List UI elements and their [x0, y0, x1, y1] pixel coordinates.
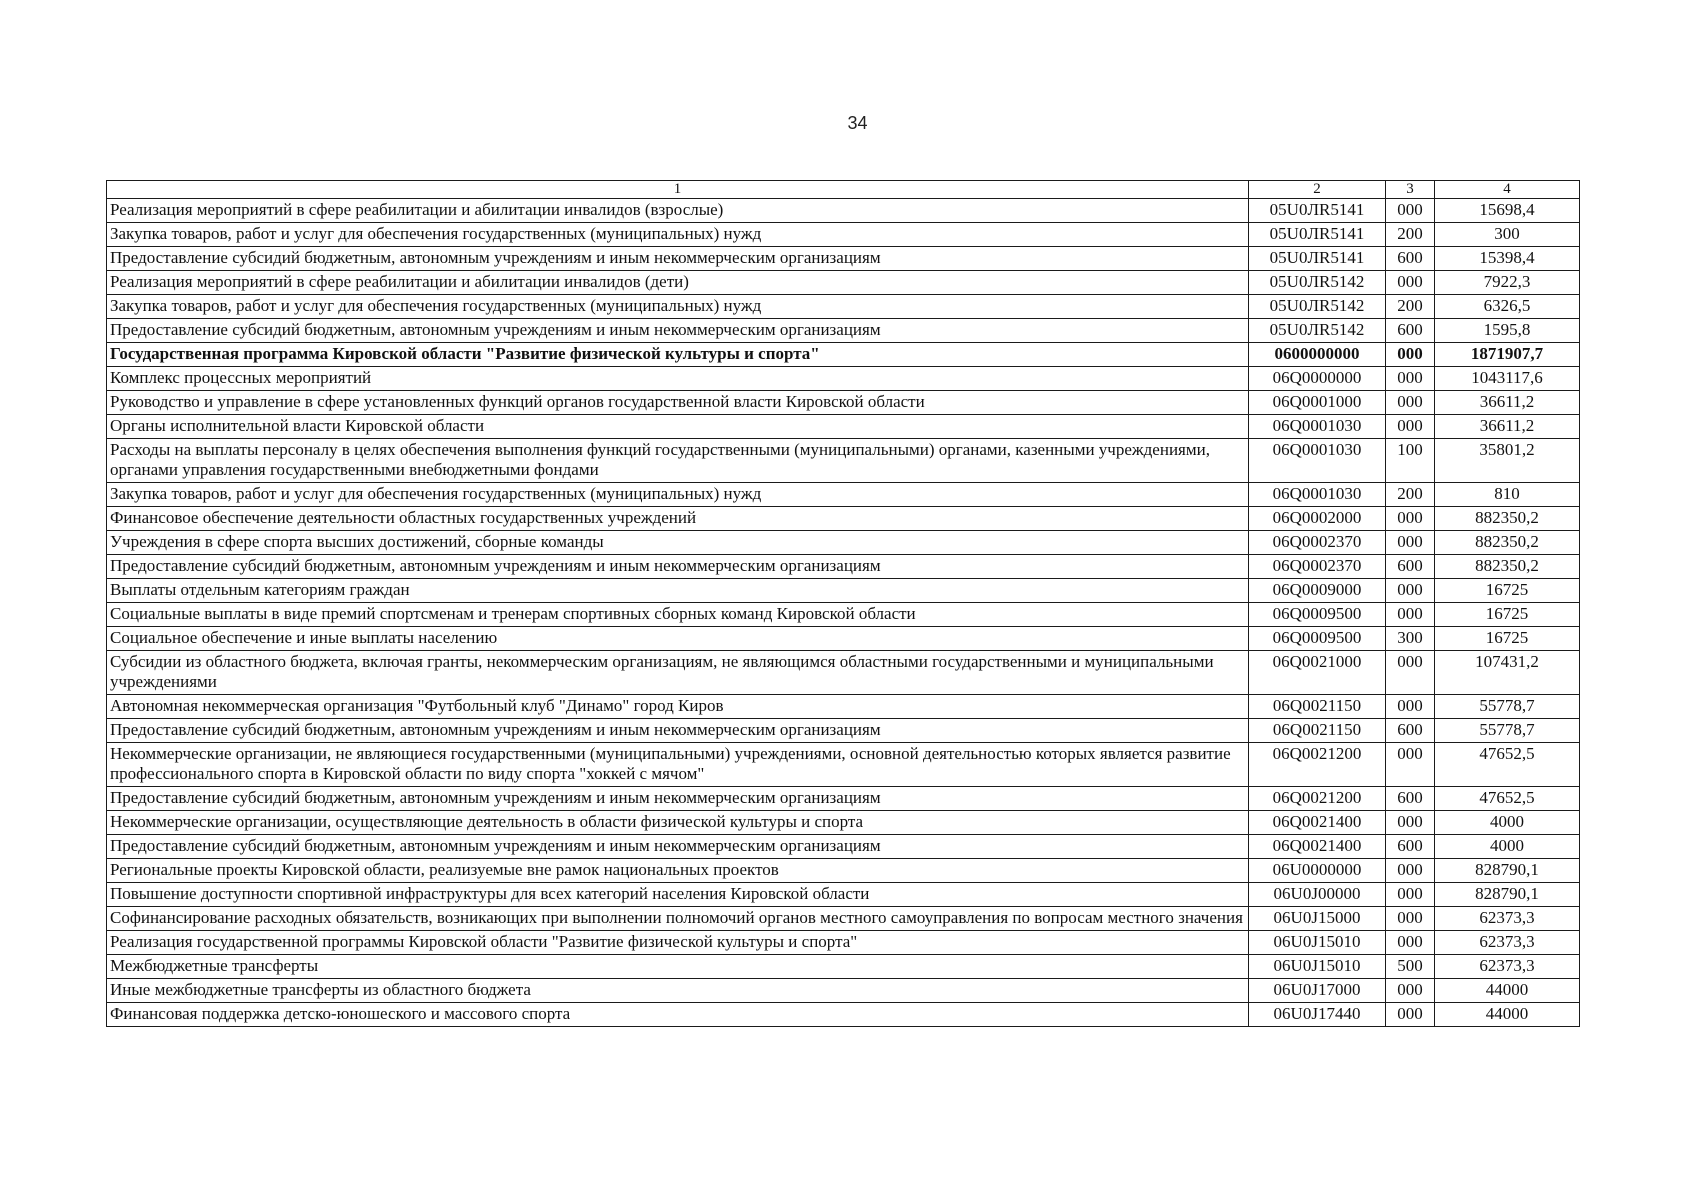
table-row	[107, 695, 1580, 719]
table-row	[107, 651, 1580, 695]
row-type: 000	[1386, 811, 1435, 835]
row-code: 06U0J15010	[1249, 931, 1386, 955]
row-code: 05U0ЛR5142	[1249, 295, 1386, 319]
table-row	[107, 743, 1580, 787]
column-header-type: 3	[1386, 181, 1435, 199]
table-row	[107, 367, 1580, 391]
row-amount: 36611,2	[1435, 415, 1580, 439]
row-type: 000	[1386, 695, 1435, 719]
row-name: Реализация мероприятий в сфере реабилитации и абилитации инвалидов (дети)	[107, 271, 1249, 295]
row-type: 000	[1386, 1003, 1435, 1027]
table-row	[107, 787, 1580, 811]
row-name: Комплекс процессных мероприятий	[107, 367, 1249, 391]
row-amount: 1595,8	[1435, 319, 1580, 343]
row-code: 06U0J15010	[1249, 955, 1386, 979]
row-type: 000	[1386, 507, 1435, 531]
row-type: 000	[1386, 367, 1435, 391]
table-row	[107, 835, 1580, 859]
row-code: 06Q0001000	[1249, 391, 1386, 415]
column-header-code: 2	[1249, 181, 1386, 199]
table-row	[107, 907, 1580, 931]
row-code: 05U0ЛR5142	[1249, 271, 1386, 295]
table-row	[107, 223, 1580, 247]
row-name: Некоммерческие организации, осуществляющие деятельность в области физической культуры и спорта	[107, 811, 1249, 835]
row-amount: 15698,4	[1435, 199, 1580, 223]
row-code: 06Q0021400	[1249, 811, 1386, 835]
row-code: 05U0ЛR5142	[1249, 319, 1386, 343]
row-name: Реализация мероприятий в сфере реабилитации и абилитации инвалидов (взрослые)	[107, 199, 1249, 223]
table-row	[107, 319, 1580, 343]
row-code: 06Q0009500	[1249, 603, 1386, 627]
row-name: Финансовая поддержка детско-юношеского и массового спорта	[107, 1003, 1249, 1027]
row-name: Социальные выплаты в виде премий спортсменам и тренерам спортивных сборных команд Кировской области	[107, 603, 1249, 627]
row-name: Предоставление субсидий бюджетным, автономным учреждениям и иным некоммерческим организациям	[107, 319, 1249, 343]
row-name: Выплаты отдельным категориям граждан	[107, 579, 1249, 603]
row-code: 06Q0002370	[1249, 531, 1386, 555]
table-row	[107, 719, 1580, 743]
table-row	[107, 955, 1580, 979]
row-amount: 7922,3	[1435, 271, 1580, 295]
row-code: 06Q0001030	[1249, 439, 1386, 483]
row-type: 600	[1386, 835, 1435, 859]
row-type: 100	[1386, 439, 1435, 483]
row-name: Финансовое обеспечение деятельности областных государственных учреждений	[107, 507, 1249, 531]
row-name: Повышение доступности спортивной инфраструктуры для всех категорий населения Кировской области	[107, 883, 1249, 907]
row-amount: 36611,2	[1435, 391, 1580, 415]
row-type: 000	[1386, 415, 1435, 439]
row-name: Предоставление субсидий бюджетным, автономным учреждениям и иным некоммерческим организациям	[107, 555, 1249, 579]
row-type: 000	[1386, 979, 1435, 1003]
budget-table	[106, 180, 1580, 1027]
row-type: 000	[1386, 603, 1435, 627]
row-type: 000	[1386, 199, 1435, 223]
row-type: 600	[1386, 319, 1435, 343]
row-amount: 882350,2	[1435, 507, 1580, 531]
row-amount: 828790,1	[1435, 883, 1580, 907]
row-type: 000	[1386, 931, 1435, 955]
row-code: 05U0ЛR5141	[1249, 223, 1386, 247]
row-amount: 1043117,6	[1435, 367, 1580, 391]
row-amount: 882350,2	[1435, 531, 1580, 555]
row-amount: 16725	[1435, 579, 1580, 603]
row-amount: 1871907,7	[1435, 343, 1580, 367]
row-name: Государственная программа Кировской области "Развитие физической культуры и спорта"	[107, 343, 1249, 367]
row-code: 06U0J15000	[1249, 907, 1386, 931]
row-name: Предоставление субсидий бюджетным, автономным учреждениям и иным некоммерческим организациям	[107, 719, 1249, 743]
row-type: 000	[1386, 579, 1435, 603]
row-code: 06Q0002000	[1249, 507, 1386, 531]
row-name: Расходы на выплаты персоналу в целях обеспечения выполнения функций государственными (муниципальными) органами, казенными учреждениями, органами управления государственными внебюджетными фондами	[107, 439, 1249, 483]
row-code: 06U0J00000	[1249, 883, 1386, 907]
table-row	[107, 883, 1580, 907]
row-code: 06Q0021200	[1249, 787, 1386, 811]
row-type: 000	[1386, 271, 1435, 295]
table-row	[107, 271, 1580, 295]
row-name: Софинансирование расходных обязательств, возникающих при выполнении полномочий органов местного самоуправления по вопросам местного значения	[107, 907, 1249, 931]
row-amount: 44000	[1435, 979, 1580, 1003]
row-name: Предоставление субсидий бюджетным, автономным учреждениям и иным некоммерческим организациям	[107, 835, 1249, 859]
table-row	[107, 859, 1580, 883]
row-type: 500	[1386, 955, 1435, 979]
row-code: 05U0ЛR5141	[1249, 247, 1386, 271]
row-type: 000	[1386, 391, 1435, 415]
table-row	[107, 811, 1580, 835]
page-number: 34	[847, 113, 868, 133]
row-name: Закупка товаров, работ и услуг для обеспечения государственных (муниципальных) нужд	[107, 295, 1249, 319]
row-type: 200	[1386, 295, 1435, 319]
row-amount: 15398,4	[1435, 247, 1580, 271]
row-code: 06U0J17000	[1249, 979, 1386, 1003]
row-name: Субсидии из областного бюджета, включая гранты, некоммерческим организациям, не являющимся областными государственными и муниципальными учреждениями	[107, 651, 1249, 695]
table-row	[107, 391, 1580, 415]
table-row	[107, 531, 1580, 555]
row-type: 000	[1386, 907, 1435, 931]
row-name: Автономная некоммерческая организация "Футбольный клуб "Динамо" город Киров	[107, 695, 1249, 719]
row-name: Межбюджетные трансферты	[107, 955, 1249, 979]
row-name: Предоставление субсидий бюджетным, автономным учреждениям и иным некоммерческим организациям	[107, 247, 1249, 271]
table-row	[107, 439, 1580, 483]
row-type: 600	[1386, 555, 1435, 579]
row-type: 300	[1386, 627, 1435, 651]
row-name: Закупка товаров, работ и услуг для обеспечения государственных (муниципальных) нужд	[107, 223, 1249, 247]
table-row	[107, 247, 1580, 271]
row-code: 06Q0021000	[1249, 651, 1386, 695]
row-amount: 47652,5	[1435, 787, 1580, 811]
row-code: 06Q0002370	[1249, 555, 1386, 579]
table-row	[107, 415, 1580, 439]
table-row	[107, 931, 1580, 955]
row-type: 600	[1386, 787, 1435, 811]
table-row	[107, 295, 1580, 319]
row-type: 000	[1386, 743, 1435, 787]
row-code: 06Q0000000	[1249, 367, 1386, 391]
row-name: Органы исполнительной власти Кировской области	[107, 415, 1249, 439]
table-row	[107, 979, 1580, 1003]
row-code: 06Q0009500	[1249, 627, 1386, 651]
row-code: 06Q0001030	[1249, 415, 1386, 439]
row-code: 05U0ЛR5141	[1249, 199, 1386, 223]
row-type: 600	[1386, 719, 1435, 743]
row-name: Предоставление субсидий бюджетным, автономным учреждениям и иным некоммерческим организациям	[107, 787, 1249, 811]
row-type: 000	[1386, 651, 1435, 695]
row-amount: 810	[1435, 483, 1580, 507]
row-type: 600	[1386, 247, 1435, 271]
header-row	[107, 181, 1580, 199]
row-name: Руководство и управление в сфере установленных функций органов государственной власти Кировской области	[107, 391, 1249, 415]
row-code: 06Q0021200	[1249, 743, 1386, 787]
row-amount: 4000	[1435, 811, 1580, 835]
table-row	[107, 507, 1580, 531]
table-row	[107, 483, 1580, 507]
row-amount: 16725	[1435, 603, 1580, 627]
row-name: Некоммерческие организации, не являющиеся государственными (муниципальными) учреждениями, основной деятельностью которых является развитие профессионального спорта в Кировской области по виду спорта "хоккей с мячом"	[107, 743, 1249, 787]
row-code: 06U0J17440	[1249, 1003, 1386, 1027]
row-amount: 62373,3	[1435, 955, 1580, 979]
row-code: 06Q0021150	[1249, 695, 1386, 719]
row-amount: 300	[1435, 223, 1580, 247]
column-header-amount: 4	[1435, 181, 1580, 199]
row-code: 06U0000000	[1249, 859, 1386, 883]
row-amount: 107431,2	[1435, 651, 1580, 695]
row-name: Закупка товаров, работ и услуг для обеспечения государственных (муниципальных) нужд	[107, 483, 1249, 507]
table-row	[107, 627, 1580, 651]
table-row	[107, 555, 1580, 579]
row-amount: 4000	[1435, 835, 1580, 859]
table-row	[107, 579, 1580, 603]
row-name: Социальное обеспечение и иные выплаты населению	[107, 627, 1249, 651]
row-name: Региональные проекты Кировской области, реализуемые вне рамок национальных проектов	[107, 859, 1249, 883]
row-code: 06Q0021400	[1249, 835, 1386, 859]
row-name: Учреждения в сфере спорта высших достижений, сборные команды	[107, 531, 1249, 555]
table-row	[107, 603, 1580, 627]
row-amount: 6326,5	[1435, 295, 1580, 319]
row-code: 06Q0009000	[1249, 579, 1386, 603]
row-type: 000	[1386, 859, 1435, 883]
row-type: 000	[1386, 883, 1435, 907]
row-amount: 55778,7	[1435, 719, 1580, 743]
row-amount: 62373,3	[1435, 907, 1580, 931]
row-type: 000	[1386, 343, 1435, 367]
row-type: 200	[1386, 483, 1435, 507]
row-amount: 35801,2	[1435, 439, 1580, 483]
column-header-name: 1	[107, 181, 1249, 199]
row-type: 200	[1386, 223, 1435, 247]
row-code: 06Q0001030	[1249, 483, 1386, 507]
row-amount: 44000	[1435, 1003, 1580, 1027]
row-name: Иные межбюджетные трансферты из областного бюджета	[107, 979, 1249, 1003]
table-row	[107, 199, 1580, 223]
row-amount: 828790,1	[1435, 859, 1580, 883]
row-amount: 16725	[1435, 627, 1580, 651]
row-code: 06Q0021150	[1249, 719, 1386, 743]
row-code: 0600000000	[1249, 343, 1386, 367]
row-amount: 47652,5	[1435, 743, 1580, 787]
row-name: Реализация государственной программы Кировской области "Развитие физической культуры и спорта"	[107, 931, 1249, 955]
row-type: 000	[1386, 531, 1435, 555]
row-amount: 55778,7	[1435, 695, 1580, 719]
table-row	[107, 343, 1580, 367]
row-amount: 62373,3	[1435, 931, 1580, 955]
table-body	[107, 199, 1580, 1027]
table-row	[107, 1003, 1580, 1027]
row-amount: 882350,2	[1435, 555, 1580, 579]
